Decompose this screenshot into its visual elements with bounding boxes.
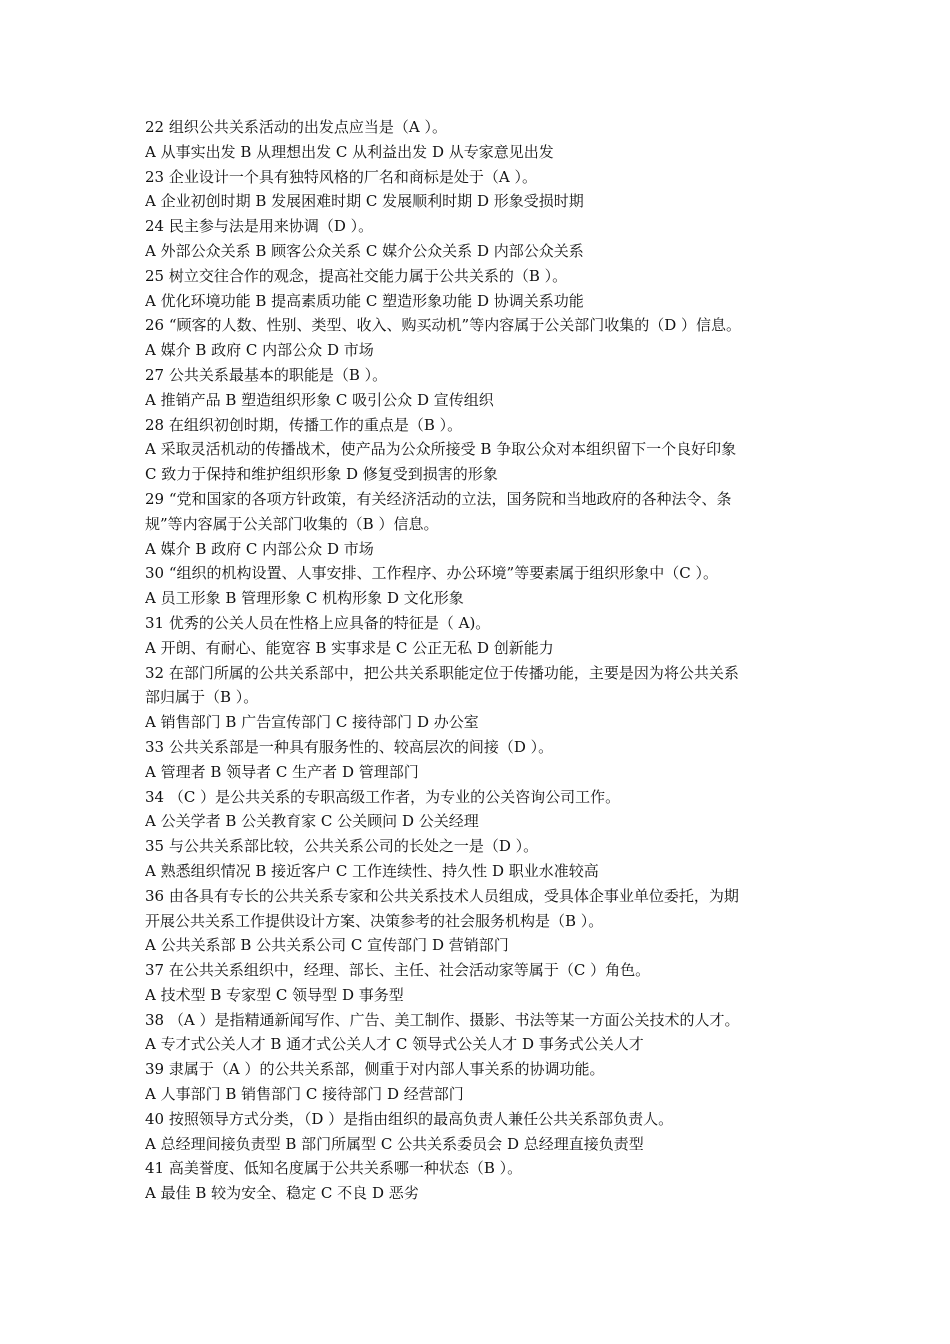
question-text: 27 公共关系最基本的职能是（B ）。 bbox=[145, 365, 388, 384]
question-text: 31 优秀的公关人员在性格上应具备的特征是（ A)。 bbox=[145, 613, 491, 632]
answer-options: A 媒介 B 政府 C 内部公众 D 市场 bbox=[145, 539, 374, 558]
answer-options: A 员工形象 B 管理形象 C 机构形象 D 文化形象 bbox=[145, 589, 464, 608]
answer-options: A 管理者 B 领导者 C 生产者 D 管理部门 bbox=[145, 762, 419, 781]
answer-options: A 技术型 B 专家型 C 领导型 D 事务型 bbox=[145, 985, 404, 1004]
question-text: 29 “党和国家的各项方针政策，有关经济活动的立法，国务院和当地政府的各种法令、条 bbox=[145, 489, 732, 508]
answer-options: A 从事实出发 B 从理想出发 C 从利益出发 D 从专家意见出发 bbox=[145, 142, 554, 161]
question-text: 41 高美誉度、低知名度属于公共关系哪一种状态（B ）。 bbox=[145, 1159, 523, 1178]
answer-options: A 销售部门 B 广告宣传部门 C 接待部门 D 办公室 bbox=[145, 713, 479, 732]
question-text: 34 （C ）是公共关系的专职高级工作者，为专业的公关咨询公司工作。 bbox=[145, 787, 621, 806]
answer-options: A 外部公众关系 B 顾客公众关系 C 媒介公众关系 D 内部公众关系 bbox=[145, 241, 584, 260]
question-list bbox=[145, 115, 815, 1206]
answer-options: C 致力于保持和维护组织形象 D 修复受到损害的形象 bbox=[145, 465, 498, 484]
question-text: 28 在组织初创时期，传播工作的重点是（B ）。 bbox=[145, 415, 463, 434]
answer-options: A 优化环境功能 B 提高素质功能 C 塑造形象功能 D 协调关系功能 bbox=[145, 291, 584, 310]
answer-options: 开展公共关系工作提供设计方案、决策参考的社会服务机构是（B ）。 bbox=[145, 911, 604, 930]
answer-options: A 采取灵活机动的传播战术，使产品为公众所接受 B 争取公众对本组织留下一个良好印象 bbox=[145, 440, 737, 459]
answer-options: A 媒介 B 政府 C 内部公众 D 市场 bbox=[145, 341, 374, 360]
answer-options: 部归属于（B ）。 bbox=[145, 688, 259, 707]
question-text: 37 在公共关系组织中，经理、部长、主任、社会活动家等属于（C ）角色。 bbox=[145, 961, 651, 980]
question-text: 33 公共关系部是一种具有服务性的、较高层次的间接（D ）。 bbox=[145, 737, 554, 756]
question-text: 38 （A ）是指精通新闻写作、广告、美工制作、摄影、书法等某一方面公关技术的人才。 bbox=[145, 1010, 740, 1029]
question-text: 35 与公共关系部比较，公共关系公司的长处之一是（D ）。 bbox=[145, 837, 539, 856]
question-text: 36 由各具有专长的公共关系专家和公共关系技术人员组成，受具体企事业单位委托，为期 bbox=[145, 886, 739, 905]
answer-options: A 企业初创时期 B 发展困难时期 C 发展顺利时期 D 形象受损时期 bbox=[145, 192, 584, 211]
question-text: 40 按照领导方式分类，（D ）是指由组织的最高负责人兼任公共关系部负责人。 bbox=[145, 1109, 674, 1128]
question-text: 32 在部门所属的公共关系部中，把公共关系职能定位于传播功能，主要是因为将公共关系 bbox=[145, 663, 739, 682]
question-text: 25 树立交往合作的观念，提高社交能力属于公共关系的（B ）。 bbox=[145, 266, 568, 285]
question-text: 39 隶属于（A ）的公共关系部，侧重于对内部人事关系的协调功能。 bbox=[145, 1060, 605, 1079]
answer-options: A 公共关系部 B 公共关系公司 C 宣传部门 D 营销部门 bbox=[145, 936, 509, 955]
answer-options: A 公关学者 B 公关教育家 C 公关顾问 D 公关经理 bbox=[145, 812, 479, 831]
answer-options: A 开朗、有耐心、能宽容 B 实事求是 C 公正无私 D 创新能力 bbox=[145, 638, 554, 657]
question-text: 30 “组织的机构设置、人事安排、工作程序、办公环境”等要素属于组织形象中（C ）。 bbox=[145, 564, 718, 583]
answer-options: A 人事部门 B 销售部门 C 接待部门 D 经营部门 bbox=[145, 1085, 464, 1104]
answer-options: 规”等内容属于公关部门收集的（B ）信息。 bbox=[145, 514, 439, 533]
question-text: 22 组织公共关系活动的出发点应当是（A ）。 bbox=[145, 118, 447, 136]
question-text: 24 民主参与法是用来协调（D ）。 bbox=[145, 217, 374, 236]
answer-options: A 最佳 B 较为安全、稳定 C 不良 D 恶劣 bbox=[145, 1184, 419, 1203]
answer-options: A 专才式公关人才 B 通才式公关人才 C 领导式公关人才 D 事务式公关人才 bbox=[145, 1035, 644, 1054]
question-text: 23 企业设计一个具有独特风格的厂名和商标是处于（A ）。 bbox=[145, 167, 537, 186]
answer-options: A 熟悉组织情况 B 接近客户 C 工作连续性、持久性 D 职业水准较高 bbox=[145, 861, 599, 880]
answer-options: A 推销产品 B 塑造组织形象 C 吸引公众 D 宣传组织 bbox=[145, 390, 494, 409]
answer-options: A 总经理间接负责型 B 部门所属型 C 公共关系委员会 D 总经理直接负责型 bbox=[145, 1134, 644, 1153]
question-text: 26 “顾客的人数、性别、类型、收入、购买动机”等内容属于公关部门收集的（D ）信息。 bbox=[145, 316, 741, 335]
